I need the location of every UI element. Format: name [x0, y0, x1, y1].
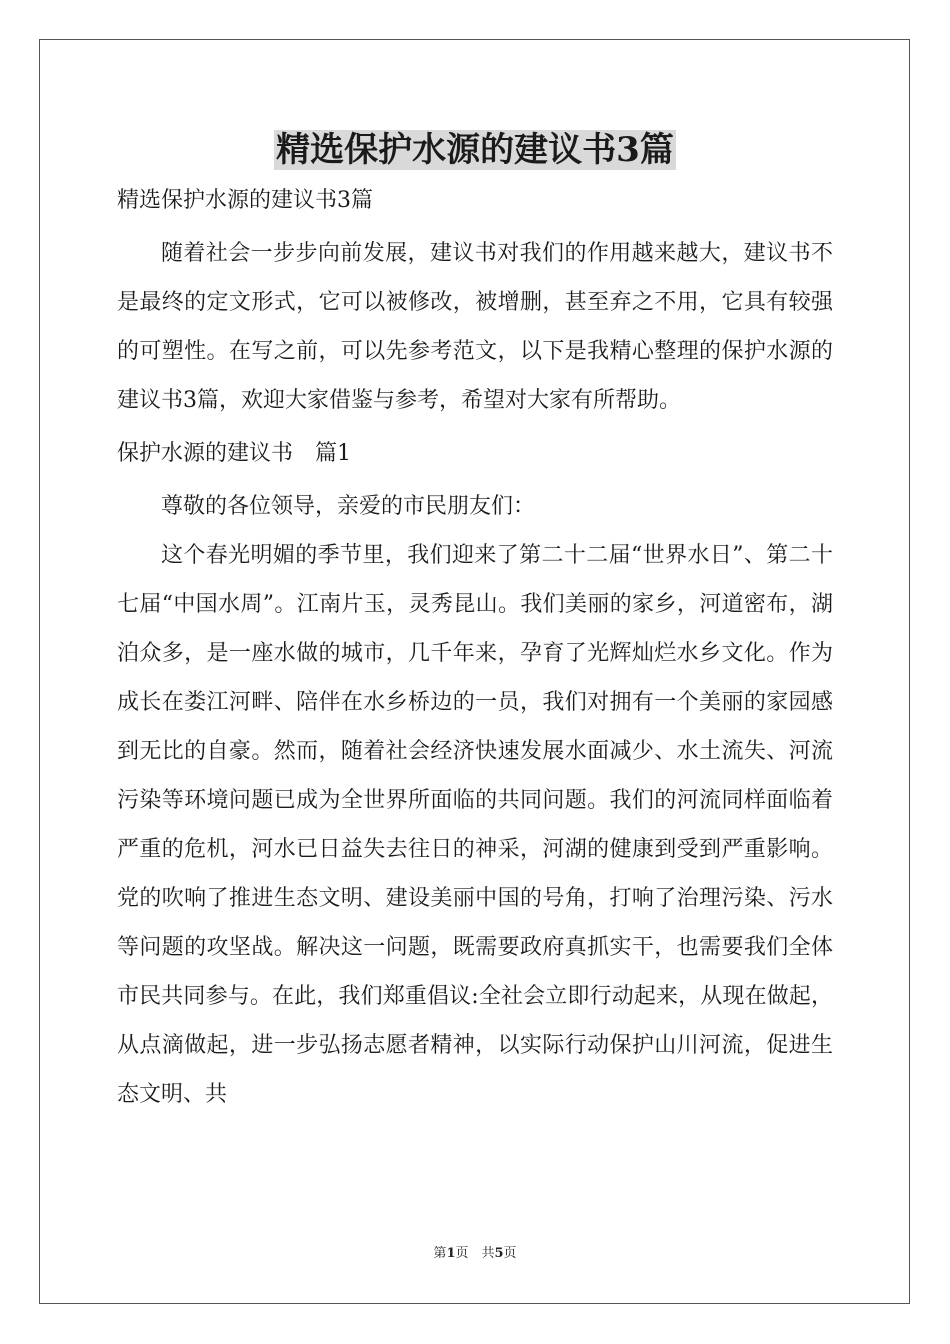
- document-title-text: 精选保护水源的建议书3篇: [276, 130, 674, 170]
- document-subtitle: 精选保护水源的建议书3篇: [117, 188, 373, 213]
- footer-total-pages: 5: [494, 1246, 504, 1261]
- greeting-line: 尊敬的各位领导，亲爱的市民朋友们：: [161, 494, 536, 519]
- footer-page-number: 1: [446, 1246, 456, 1261]
- document-title: [0, 128, 950, 172]
- section-heading: 保护水源的建议书 篇1: [117, 441, 351, 466]
- footer-prefix: 第: [433, 1246, 447, 1261]
- page-footer: [0, 1245, 950, 1263]
- body-paragraph: 这个春光明媚的季节里，我们迎来了第二十二届“世界水日”、第二十七届“中国水周”。江南片玉，灵秀昆山。我们美丽的家乡，河道密布，湖泊众多，是一座水做的城市，几千年来，孕育了光辉灿烂水乡文化。作为成长在娄江河畔、陪伴在水乡桥边的一员，我们对拥有一个美丽的家园感到无比的自豪。然而，随着社会经济快速发展水面减少、水土流失、河流污染等环境问题已成为全世界所面临的共同问题。我们的河流同样面临着严重的危机，河水已日益失去往日的神采，河湖的健康到受到严重影响。党的吹响了推进生态文明、建设美丽中国的号角，打响了治理污染、污水等问题的攻坚战。解决这一问题，既需要政府真抓实干，也需要我们全体市民共同参与。在此，我们郑重倡议:全社会立即行动起来，从现在做起，从点滴做起，进一步弘扬志愿者精神，以实际行动保护山川河流，促进生态文明、共: [117, 543, 833, 1107]
- intro-paragraph: 随着社会一步步向前发展，建议书对我们的作用越来越大，建议书不是最终的定文形式，它可以被修改，被增删，甚至弃之不用，它具有较强的可塑性。在写之前，可以先参考范文，以下是我精心整理的保护水源的建议书3篇，欢迎大家借鉴与参考，希望对大家有所帮助。: [117, 241, 833, 413]
- footer-total-suffix: 页: [503, 1246, 517, 1261]
- document-body: [117, 176, 833, 1119]
- footer-page-suffix: 页 共: [455, 1246, 495, 1261]
